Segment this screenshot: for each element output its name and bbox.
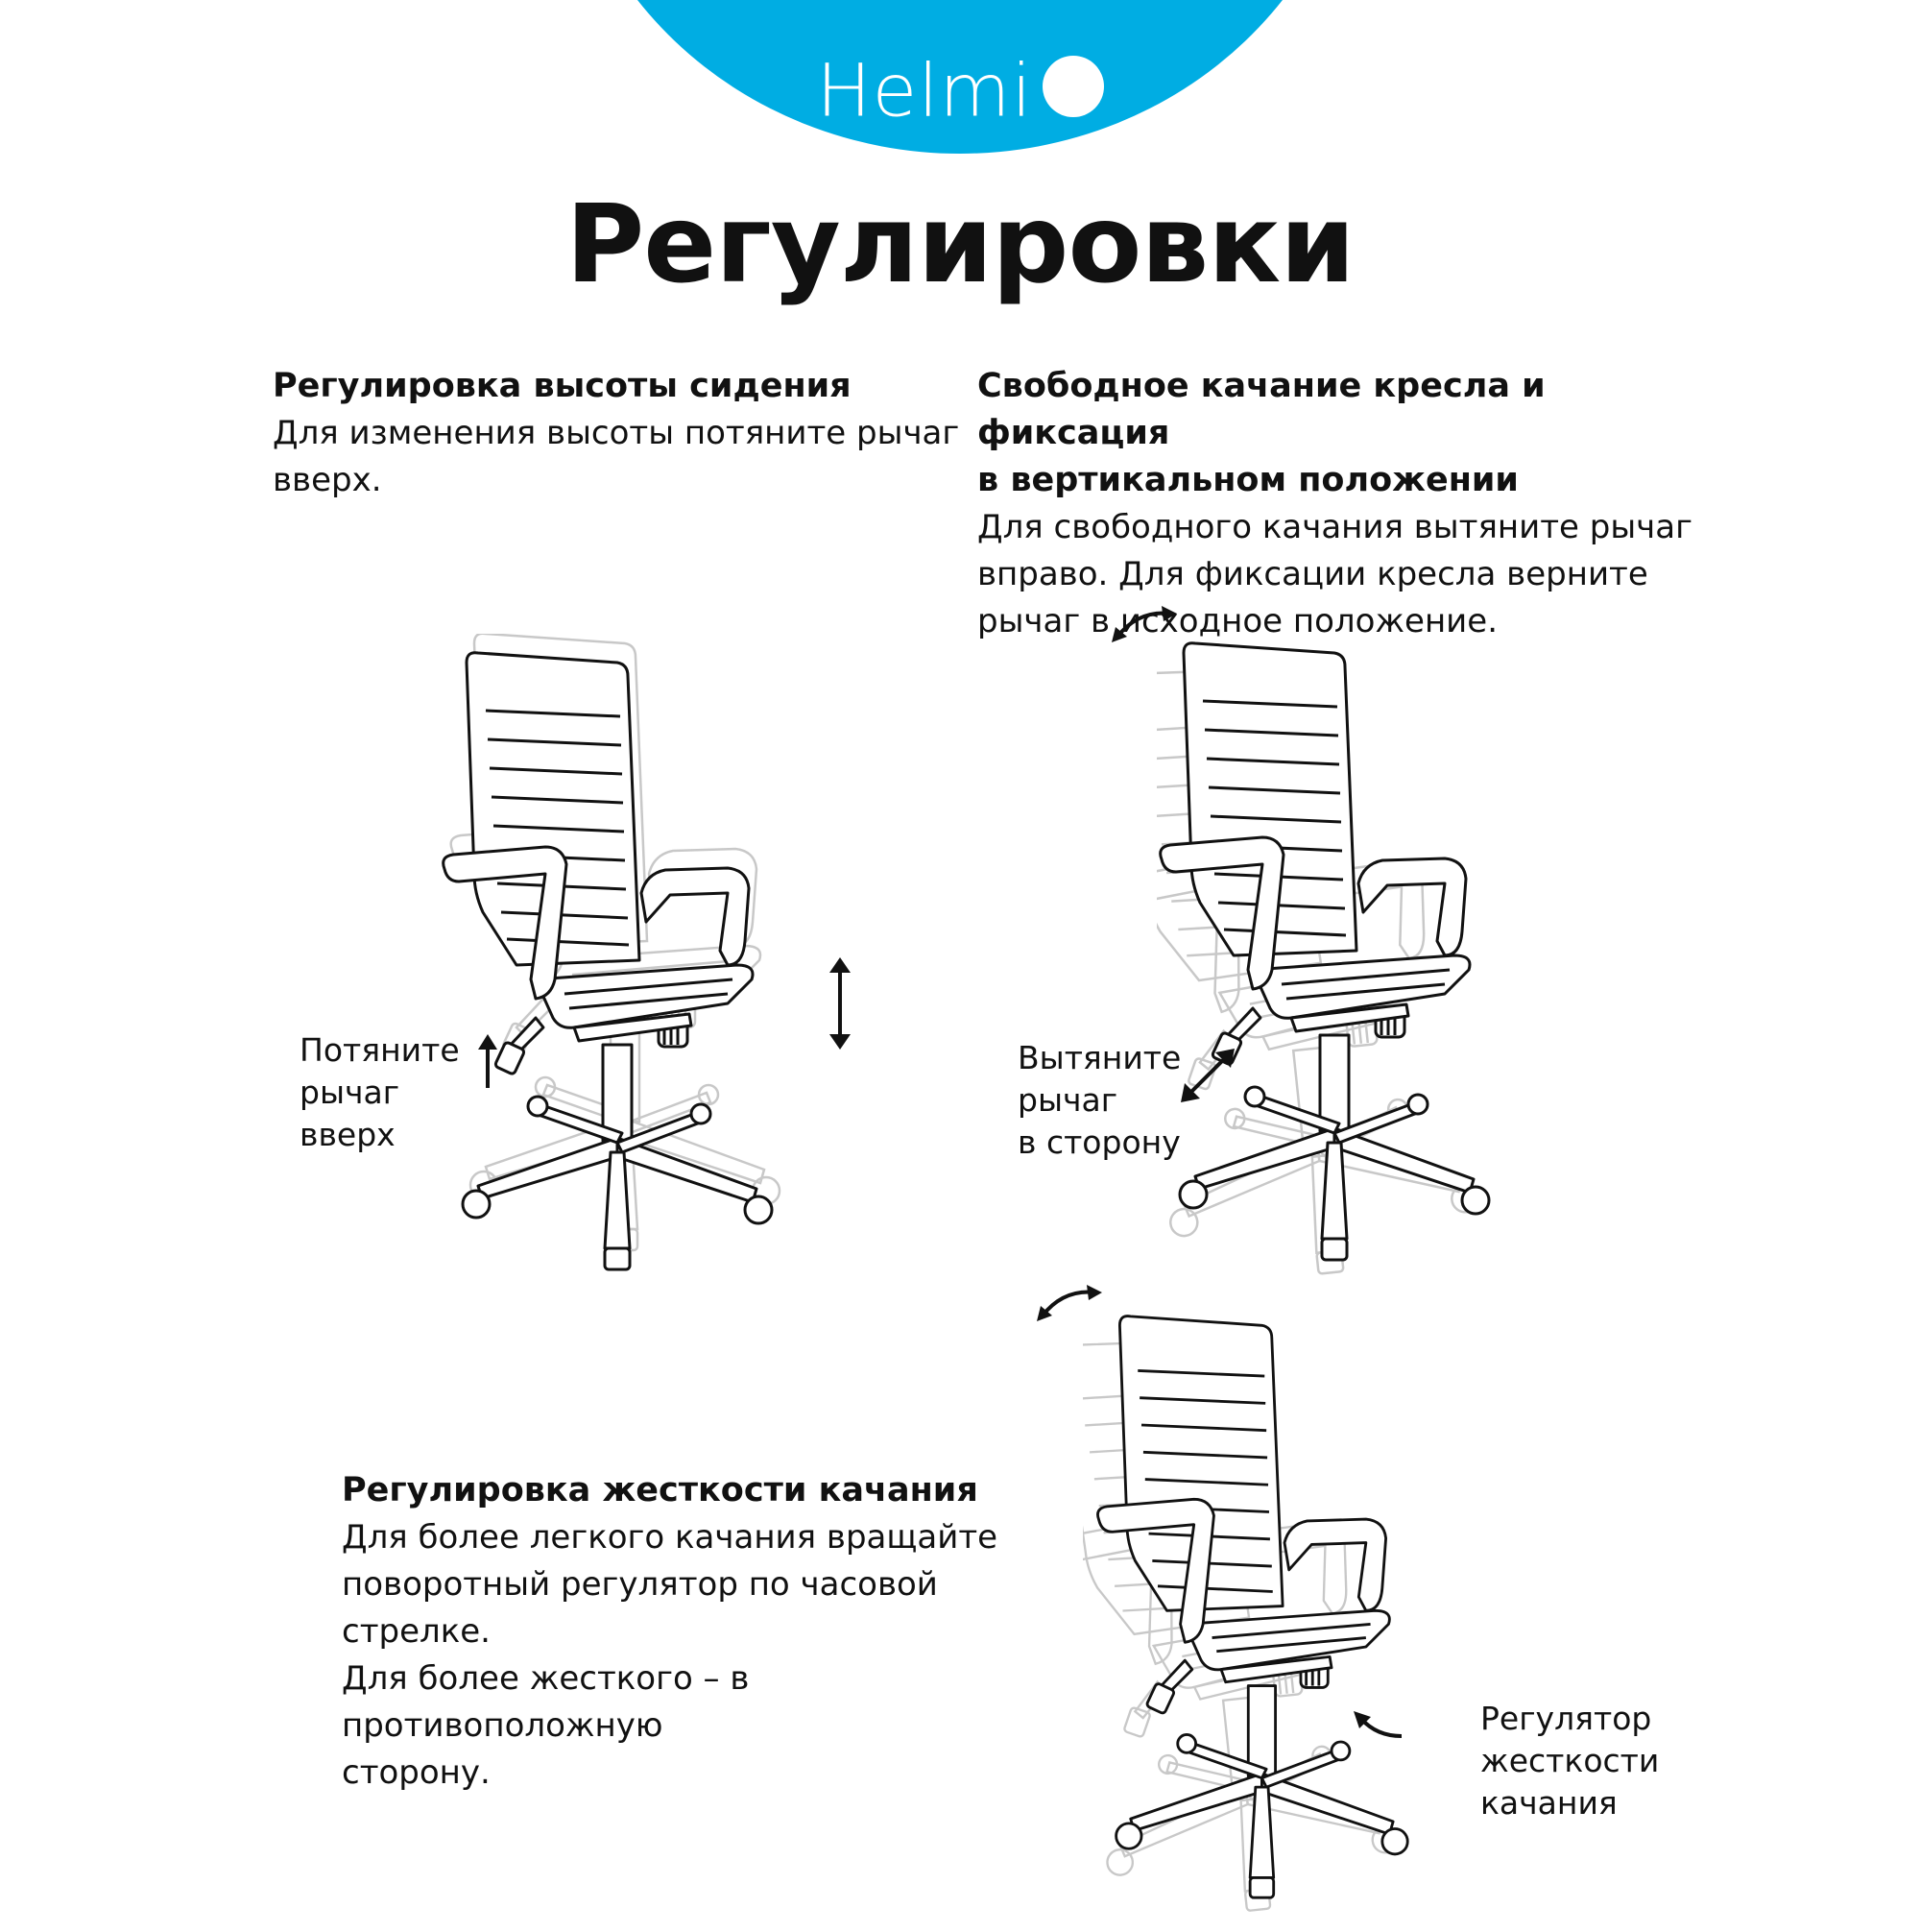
section-seat-height xyxy=(273,363,964,504)
caption-line: вверх xyxy=(300,1116,396,1153)
section-heading: в вертикальном положении xyxy=(977,461,1519,499)
arrow-up-icon xyxy=(476,1032,499,1090)
chair-illustration-seat-height xyxy=(440,634,824,1287)
section-body-line: Для изменения высоты потяните рычаг xyxy=(273,414,960,452)
chair-illustration-swing-lock xyxy=(1157,624,1560,1296)
caption-line: жесткости xyxy=(1480,1742,1660,1779)
brand-logo xyxy=(0,42,1920,133)
caption-line: Вытяните xyxy=(1018,1039,1182,1076)
chair-illustration-swing-stiffness xyxy=(1083,1298,1486,1932)
caption-line: Потяните xyxy=(300,1031,460,1069)
curved-double-arrow-icon xyxy=(1110,600,1179,646)
caption-line: в сторону xyxy=(1018,1123,1181,1161)
section-swing-lock xyxy=(977,363,1745,645)
page-title: Регулировки xyxy=(565,182,1355,307)
caption-line: рычаг xyxy=(1018,1081,1118,1119)
section-heading: Свободное качание кресла и фиксация xyxy=(977,367,1546,452)
caption-swing-stiffness xyxy=(1480,1698,1659,1824)
brand-logo-text: Helmi xyxy=(816,47,1033,133)
section-body-line: рычаг в исходное положение. xyxy=(977,602,1499,640)
section-body-line: Для свободного качания вытяните рычаг xyxy=(977,508,1692,546)
section-body-line: вправо. Для фиксации кресла верните xyxy=(977,555,1648,593)
curved-arrow-icon xyxy=(1348,1709,1405,1744)
section-body-line: поворотный регулятор по часовой стрелке. xyxy=(342,1565,938,1651)
caption-seat-height xyxy=(300,1029,460,1156)
caption-line: Регулятор xyxy=(1480,1700,1652,1737)
section-heading: Регулировка высоты сидения xyxy=(273,367,852,405)
caption-line: качания xyxy=(1480,1784,1618,1822)
section-heading: Регулировка жесткости качания xyxy=(342,1471,978,1509)
brand-logo-dot xyxy=(1043,56,1104,117)
section-body-line: вверх. xyxy=(273,461,382,499)
section-swing-stiffness xyxy=(342,1467,1071,1797)
section-body-line: сторону. xyxy=(342,1753,491,1792)
section-body-line: Для более жесткого – в противоположную xyxy=(342,1659,750,1745)
double-arrow-vertical-icon xyxy=(826,955,854,1051)
double-arrow-diagonal-icon xyxy=(1179,1047,1236,1104)
section-body-line: Для более легкого качания вращайте xyxy=(342,1518,998,1557)
curved-double-arrow-icon xyxy=(1035,1279,1104,1325)
caption-line: рычаг xyxy=(300,1074,400,1111)
